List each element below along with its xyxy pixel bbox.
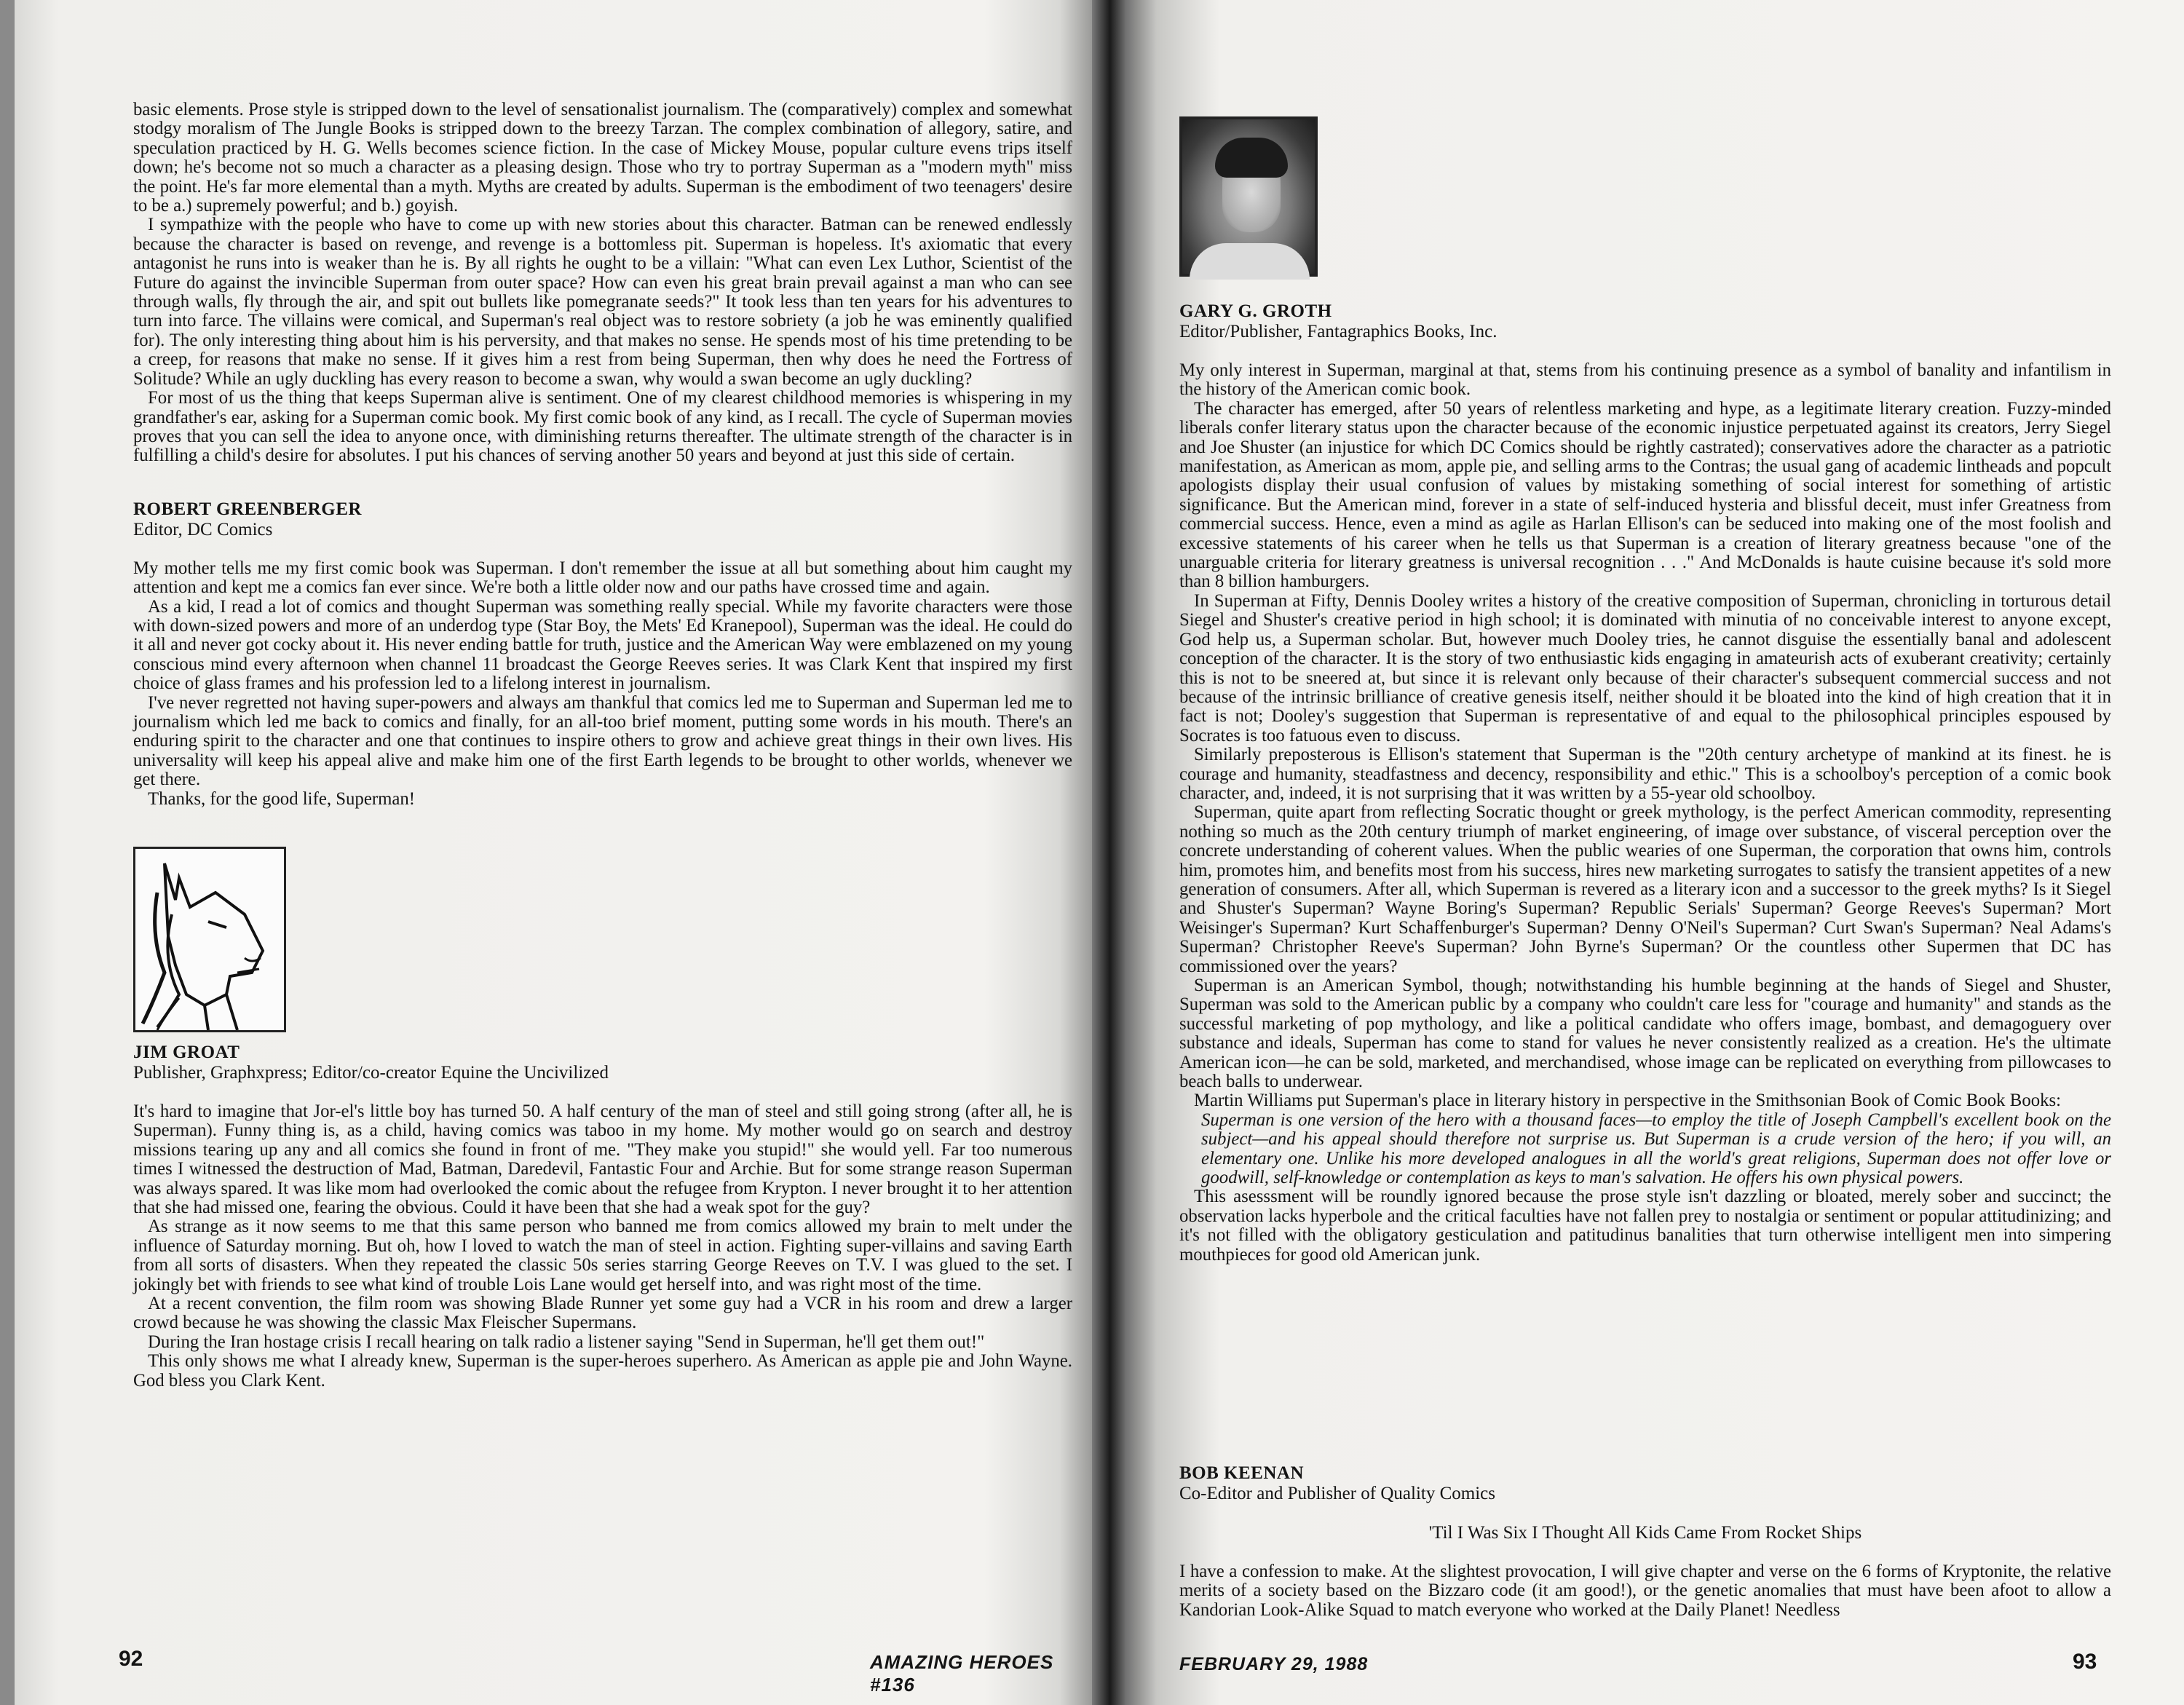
greenberger-role: Editor, DC Comics: [133, 519, 273, 539]
groat-paragraph: It's hard to imagine that Jor-el's little boy has turned 50. A half century of the man of steel and still going strong (after all, he is Superman). Funny thing is, as a child, having comics was taboo in my home. My mother would go on search and destroy missions tearing up any and all comics she found in front of me. "They make you stupid!" she would yell. Far too numerous times I witnessed the destruction of Mad, Batman, Daredevil, Fantastic Four and Archie. But for some strange reason Superman was always spared. It was like mom had overlooked the comic about the refugee from Krypton. I never brought it to her attention that she had missed one, fearing the obvious. Could it have been that she had a weak spot for the guy?: [133, 1101, 1072, 1218]
photo-hair: [1215, 138, 1288, 178]
running-head-left: AMAZING HEROES #136: [870, 1651, 1054, 1696]
greenberger-paragraph: As a kid, I read a lot of comics and thought Superman was something really special. While my favorite characters were those with down-sized powers and more of an underdog type (Star Boy, the Mets' Ed Kranepool), Superman was the ideal. He could do it all and never got cocky about it. His never ending battle for truth, justice and the American Way were emblazened on my young conscious mind every afternoon when channel 11 broadcast the George Reeves series. It was Clark Kent that inspired my first choice of glass frames and his profession led to a lifelong interest in journalism.: [133, 596, 1072, 694]
groat-paragraph: At a recent convention, the film room was showing Blade Runner yet some guy had a VCR in his room and drew a larger crowd because he was showing the classic Max Fleischer Supermans.: [133, 1294, 1072, 1333]
horse-character-icon: [135, 849, 284, 1030]
left-page: [15, 0, 1092, 1705]
groat-name: JIM GROAT: [133, 1043, 240, 1062]
groth-role: Editor/Publisher, Fantagraphics Books, Inc.: [1179, 322, 1497, 341]
groth-paragraph: Superman is an American Symbol, though; notwithstanding his humble beginning at the hands of Siegel and Shuster, Superman was sold to the American public by a company who couldn't care less for "courage and humanity" and stands as the successful marketing of pop mythology, and like a political candidate who offers image, bombast, and demagoguery over substance and ideals, Superman has come to stand for values he never consistently realized as a creation. He's the ultimate American icon—he can be sold, marketed, and merchandised, whose image can be replicated on everything from pillowcases to beach balls to underwear.: [1179, 976, 2111, 1092]
groat-role: Publisher, Graphxpress; Editor/co-creator Equine the Uncivilized: [133, 1063, 609, 1083]
right-page: [1125, 0, 2184, 1705]
greenberger-paragraph: My mother tells me my first comic book was Superman. I don't remember the issue at all but something about him caught my attention and kept me a comics fan ever since. We're both a little older now and our paths have crossed time and again.: [133, 558, 1072, 598]
groth-closing: This asesssment will be roundly ignored because the prose style isn't dazzling or bloated, merely sober and succinct; the observation lacks hyperbole and the critical faculties have not fallen prey to nostalgia or sentiment or popular attitudinizing; and it's not filled with the obligatory gesticulation and patitudinus banalities that turn otherwise intelligent men into simpering mouthpieces for good old American junk.: [1179, 1187, 2111, 1265]
gary-groth-photo: [1179, 116, 1318, 277]
running-head-right: FEBRUARY 29, 1988: [1179, 1654, 1369, 1674]
groth-paragraph: The character has emerged, after 50 years of relentless marketing and hype, as a legitimate literary creation. Fuzzy-minded liberals confer literary status upon the character because of the economic injustice perpetuated against its creators, Jerry Siegel and Joe Shuster (an injustice for which DC Comics should be rightly castrated); conservatives adore the character as a patriotic manifestation, as American as mom, apple pie, and selling arms to the Contras; the usual gang of academic lintheads and popcult apologists display their usual confusion of values by mistaking something of social interest for something of artistic significance. But the American mind, forever in a state of self-induced hysteria and blissful deceit, must infer Greatness from commercial success. Hence, even a mind as agile as Harlan Ellison's can be seduced into making one of the most foolish and excessive statements of his career when he tells us that Superman is a creation of literary greatness because "one of the unarguable criteria for literary greatness is universal recognition . . ." And McDonalds is haute cuisine because it's sold more than 8 billion hamburgers.: [1179, 398, 2111, 592]
intro-paragraph: basic elements. Prose style is stripped down to the level of sensationalist journalism. The (comparatively) complex and somewhat stodgy moralism of The Jungle Books is stripped down to the breezy Tarzan. The complex combination of allegory, satire, and speculation practiced by H. G. Wells becomes science fiction. In the case of Mickey Mouse, popular culture evens trips itself down; he's become not so much a character as a pleasing design. Those who try to portray Superman as a "modern myth" miss the point. He's far more elemental than a myth. Myths are created by adults. Superman is the embodiment of two teenagers' desire to be a.) supremely powerful; and b.) goyish.: [133, 100, 1072, 216]
keenan-essay-title: 'Til I Was Six I Thought All Kids Came From Rocket Ships: [1428, 1523, 1862, 1543]
photo-shirt: [1190, 243, 1310, 280]
groat-paragraph: As strange as it now seems to me that this same person who banned me from comics allowed my brain to melt under the influence of Saturday morning. But oh, how I loved to watch the man of steel in action. Fighting super-villains and saving Earth from all sorts of disasters. When they repeated the classic 50s series starring George Reeves on T.V. I was glued to the set. I jokingly bet with friends to see what kind of trouble Lois Lane would get herself into, and was right most of the time.: [133, 1217, 1072, 1294]
left-column: [133, 100, 1072, 1390]
groth-paragraph: Similarly preposterous is Ellison's statement that Superman is the "20th century archetype of mankind at its finest. he is courage and humanity, steadfastness and decency, responsibility and ethic." This is a schoolboy's perception of a comic book character, and, indeed, it is not surprising that it was written by a 55-year old schoolboy.: [1179, 745, 2111, 803]
intro-paragraph: I sympathize with the people who have to come up with new stories about this character. Batman can be renewed endlessly because the character is based on revenge, and revenge is a bottomless pit. Superman is hopeless. It's axiomatic that every antagonist he runs into is weaker than he is. By all rights he ought to be a villain: "What can even Lex Luthor, Scientist of the Future do against the invincible Superman from outer space? How can even his great brain prevail against a man who can see through walls, fly through the air, and spit out bullets like pomegranate seeds?" It took less than ten years for his adventures to turn into farce. The villains were comical, and Superman's real object was to restore sobriety (a job he was eminently qualified for). The only interesting thing about him is his perversity, and that makes no sense. He spends most of his time pretending to be a creep, for reasons that make no sense. If it gives him a rest from being Superman, then why does he need the Fortress of Solitude? While an ugly duckling has every reason to become a swan, why would a swan become an ugly duckling?: [133, 215, 1072, 389]
page-number-right: 93: [2073, 1650, 2097, 1674]
groth-paragraph: Martin Williams put Superman's place in literary history in perspective in the Smithsonian Book of Comic Book Books:: [1194, 1091, 2062, 1111]
spine-gutter: [1092, 0, 1125, 1705]
greenberger-name: ROBERT GREENBERGER: [133, 499, 362, 519]
greenberger-paragraph: I've never regretted not having super-powers and always am thankful that comics led me to Superman and Superman led me to journalism which led me back to comics and finally, for an all-too brief moment, putting some words in his mouth. There's an enduring spirit to the character and one that continues to inspire others to grow and achieve great things in their own lives. His universality will keep his appeal alive and make him one of the first Earth legends to be brought to other worlds, whenever we get there.: [133, 692, 1072, 790]
keenan-name: BOB KEENAN: [1179, 1463, 1305, 1483]
groat-paragraph: During the Iran hostage crisis I recall hearing on talk radio a listener saying "Send in Superman, he'll get them out!": [148, 1332, 985, 1352]
jim-groat-portrait-drawing: [133, 847, 286, 1032]
keenan-paragraph: I have a confession to make. At the slightest provocation, I will give chapter and verse on the 6 forms of Kryptonite, the relative merits of a society based on the Bizzaro code (it am good!), or the genetic anomalies that must have been afoot to allow a Kandorian Look-Alike Squad to match everyone who worked at the Daily Planet! Needless: [1179, 1562, 2111, 1620]
groth-paragraph: In Superman at Fifty, Dennis Dooley writes a history of the creative composition of Superman, chronicling in torturous detail Siegel and Shuster's creative period in high school; it is dominated with minutia of no conceivable interest to anyone except, God help us, a Superman scholar. But, however much Dooley tries, he cannot disguise the essentially banal and adolescent conception of the character. It is the story of two enthusiastic kids engaging in amateurish acts of exuberant creativity; certainly this is not to be sneered at, but since it is relevant only because of their character's subsequent commercial success and not because of the intrinsic brilliance of creative genesis itself, neither should it be bloated into the kind of high creation that it in fact is not; Dooley's suggestion that Superman is representative of and equal to the philosophical principles espoused by Socrates is too fatuous even to discuss.: [1179, 590, 2111, 745]
groth-name: GARY G. GROTH: [1179, 301, 1332, 321]
page-number-left: 92: [119, 1647, 143, 1671]
greenberger-paragraph: Thanks, for the good life, Superman!: [148, 788, 416, 809]
keenan-role: Co-Editor and Publisher of Quality Comics: [1179, 1484, 1495, 1503]
intro-paragraph: For most of us the thing that keeps Superman alive is sentiment. One of my clearest childhood memories is whispering in my grandfather's ear, asking for a Superman comic book. My first comic book of any kind, as I recall. The cycle of Superman movies proves that you can sell the idea to anyone once, with diminishing returns thereafter. The ultimate strength of the character is in fulfilling a child's desire for absolutes. I put his chances of serving another 50 years and beyond at just this side of certain.: [133, 388, 1072, 466]
groth-quote: Superman is one version of the hero with a thousand faces—to employ the title of Joseph Campbell's excellent book on the subject—and his appeal should therefore not surprise us. But Superman is a crude version of the hero; if you will, an elementary one. Unlike his more developed analogues in all the world's great religions, Superman does not offer love or goodwill, self-knowledge or contemplation as keys to man's salvation. He offers his own physical powers.: [1201, 1109, 2111, 1188]
groth-paragraph: My only interest in Superman, marginal at that, stems from his continuing presence as a symbol of banality and infantilism in the history of the American comic book.: [1179, 360, 2111, 400]
keenan-section: [1179, 1463, 2111, 1620]
groth-paragraph: Superman, quite apart from reflecting Socratic thought or greek mythology, is the perfect American commodity, representing nothing so much as the 20th century triumph of market engineering, of image over substance, of visceral perception over the concrete understanding of coherent values. When the public wearies of one Superman, the corporation that owns him, controls him, promotes him, and benefits most from his success, hires new marketing surrogates to satisfy the transient appetites of a new generation of consumers. After all, which Superman is revered as a literary icon and a successor to the greek myths? Is it Siegel and Shuster's Superman? Wayne Boring's Superman? Republic Serials' Superman? George Reeves's Superman? Mort Weisinger's Superman? Kurt Schaffenburger's Superman? Denny O'Neil's Superman? Curt Swan's Superman? Neal Adams's Superman? Christopher Reeve's Superman? John Byrne's Superman? Or the countless other Supermen that DC has commissioned over the years?: [1179, 802, 2111, 976]
right-column: [1179, 116, 2111, 1265]
groat-paragraph: This only shows me what I already knew, Superman is the super-heroes superhero. As American as apple pie and John Wayne. God bless you Clark Kent.: [133, 1351, 1072, 1390]
